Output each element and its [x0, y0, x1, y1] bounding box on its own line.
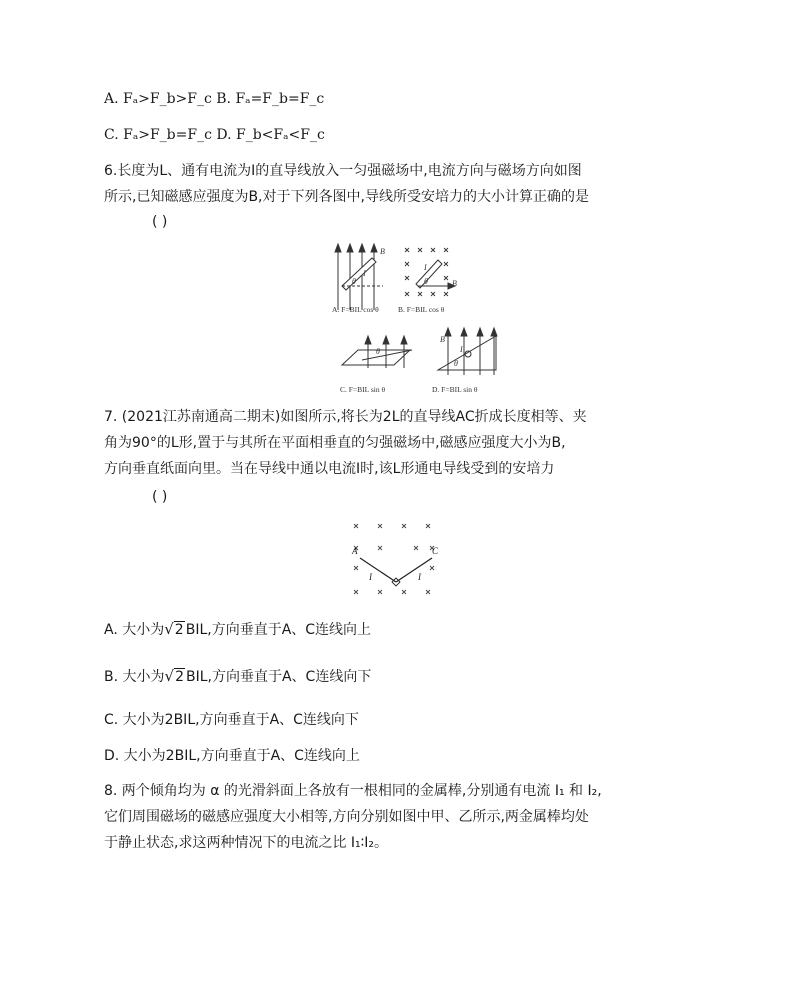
q6-figure-svg — [328, 240, 508, 400]
q6-fig-label: I — [424, 263, 427, 272]
q7-stem-line-1: 7. (2021江苏南通高二期末)如图所示,将长为2L的直导线AC折成长度相等、夹 — [104, 409, 587, 425]
q7-label-i: I — [418, 572, 421, 582]
q7-figure-svg — [344, 518, 454, 600]
q7-label-a: A — [352, 546, 358, 556]
q5-option-text: A. Fₐ>F_b>F_c B. Fₐ=F_b=F_c — [104, 91, 325, 107]
q6-fig-label: θ — [424, 277, 428, 286]
q7-option-b: B. 大小为√2 BIL,方向垂直于A、C连线向下 — [104, 665, 371, 688]
q7-label-i: I — [369, 572, 372, 582]
q7-stem-line-3: 方向垂直纸面向里。当在导线中通以电流I时,该L形通电导线受到的安培力 — [104, 461, 555, 477]
q6-caption-d: D. F=BIL sin θ — [432, 385, 478, 394]
q6-caption-a: A. F=BIL cos θ — [332, 305, 379, 314]
q6-stem-line-2 — [104, 186, 589, 208]
q8-stem-line-2: 它们周围磁场的磁感应强度大小相等,方向分别如图中甲、乙所示,两金属棒均处 — [104, 809, 589, 825]
q7-answer-blank: ( ) — [152, 489, 168, 505]
q6-fig-label: I — [460, 345, 463, 354]
q7-option-a: A. 大小为√2 BIL,方向垂直于A、C连线向上 — [104, 618, 371, 641]
q6-caption-b: B. F=BIL cos θ — [398, 305, 445, 314]
q8-stem-line-3: 于静止状态,求这两种情况下的电流之比 I₁∶I₂。 — [104, 835, 389, 851]
q6-line1: 长度为L、通有电流为I的直导线放入一匀强磁场中,电流方向与磁场方向如图 — [117, 163, 582, 179]
sqrt-symbol: √2 — [164, 620, 184, 638]
q6-fig-label: θ — [376, 347, 380, 356]
q7-figure — [344, 518, 454, 600]
q6-number: 6. — [104, 163, 118, 179]
q6-fig-label: B — [380, 247, 385, 256]
q7-option-c: C. 大小为2BIL,方向垂直于A、C连线向下 — [104, 712, 359, 728]
q6-stem-line-1 — [104, 160, 582, 182]
q5-option-row-1 — [104, 88, 324, 110]
q6-answer-blank: ( ) — [152, 214, 168, 230]
q8-stem-line-1: 8. 两个倾角均为 α 的光滑斜面上各放有一根相同的金属棒,分别通有电流 I₁ 和 I₂, — [104, 783, 602, 799]
q7-option-d: D. 大小为2BIL,方向垂直于A、C连线向上 — [104, 748, 360, 764]
q6-caption-c: C. F=BIL sin θ — [340, 385, 386, 394]
q6-figure — [328, 240, 508, 400]
q5-option-row-2 — [104, 124, 325, 146]
q6-fig-label: B — [440, 335, 445, 344]
q7-label-c: C — [432, 546, 439, 556]
q6-fig-label: θ — [352, 277, 356, 286]
q6-fig-label: B — [452, 279, 457, 288]
q6-line2: 所示,已知磁感应强度为B,对于下列各图中,导线所受安培力的大小计算正确的是 — [104, 189, 589, 205]
q7-stem-line-2: 角为90°的L形,置于与其所在平面相垂直的匀强磁场中,磁感应强度大小为B, — [104, 435, 566, 451]
sqrt-symbol: √2 — [164, 667, 184, 685]
q6-fig-label: θ — [454, 359, 458, 368]
q6-fig-label: I — [363, 269, 366, 278]
q5-option-text: C. Fₐ>F_b=F_c D. F_b<Fₐ<F_c — [104, 127, 325, 143]
